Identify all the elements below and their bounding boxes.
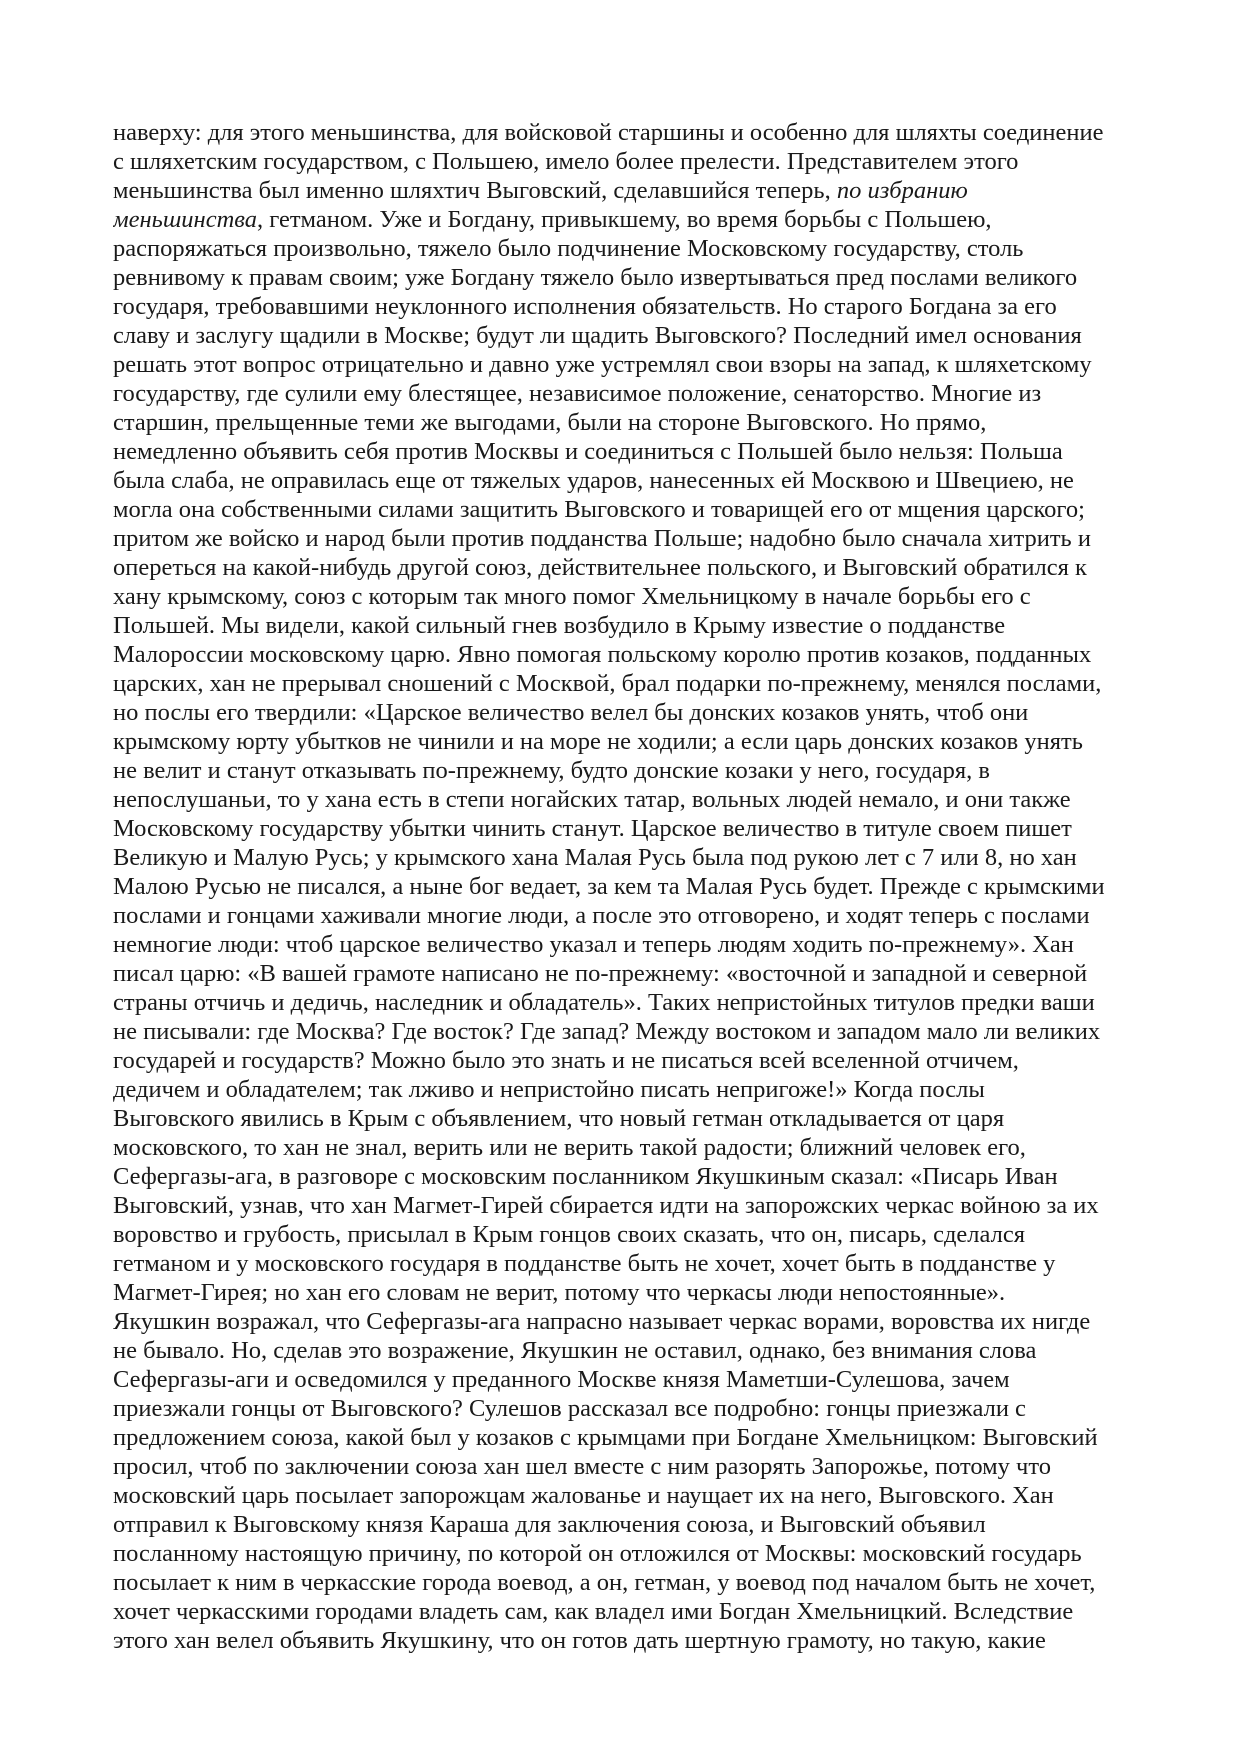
text-line: Московскому государству убытки чинить станут. Царское величество в титуле своем пишет — [113, 815, 1072, 842]
text-line: Выговский, узнав, что хан Магмет-Гирей сбирается идти на запорожских черкас войною за их — [113, 1192, 1099, 1219]
text-line: Великую и Малую Русь; у крымского хана Малая Русь была под рукою лет с 7 или 8, но хан — [113, 844, 1077, 871]
text-line: государя, требовавшими неуклонного исполнения обязательств. Но старого Богдана за его — [113, 293, 1057, 320]
text-line: московский царь посылает запорожцам жалованье и наущает их на него, Выговского. Хан — [113, 1482, 1054, 1509]
text-line: Якушкин возражал, что Сефергазы-ага напрасно называет черкас ворами, воровства их нигде — [113, 1308, 1091, 1335]
text-line: предложением союза, какой был у козаков с крымцами при Богдане Хмельницком: Выговский — [113, 1424, 1098, 1451]
text-line: с шляхетским государством, с Польшею, имело более прелести. Представителем этого — [113, 148, 1019, 175]
text-line: дедичем и обладателем; так лживо и непристойно писать непригоже!» Когда послы — [113, 1076, 985, 1103]
text-line: этого хан велел объявить Якушкину, что он готов дать шертную грамоту, но такую, какие — [113, 1627, 1046, 1654]
text-line: наверху: для этого меньшинства, для войсковой старшины и особенно для шляхты соединение — [113, 119, 1104, 146]
text-line: писал царю: «В вашей грамоте написано не по-прежнему: «восточной и западной и северной — [113, 960, 1088, 987]
text-line: опереться на какой-нибудь другой союз, действительнее польского, и Выговский обратился к — [113, 554, 1087, 581]
text-line: просил, чтоб по заключении союза хан шел вместе с ним разорять Запорожье, потому что — [113, 1453, 1051, 1480]
text-line: крымскому юрту убытков не чинили и на море не ходили; а если царь донских козаков унять — [113, 728, 1083, 755]
text-line: немногие люди: чтоб царское величество указал и теперь людям ходить по-прежнему». Хан — [113, 931, 1074, 958]
text-line: Малороссии московскому царю. Явно помогая польскому королю против козаков, подданных — [113, 641, 1092, 668]
text-line — [113, 205, 1133, 234]
text-line: воровство и грубость, присылал в Крым гонцов своих сказать, что он, писарь, сделался — [113, 1221, 1025, 1248]
text-line: царских, хан не прерывал сношений с Москвой, брал подарки по-прежнему, менялся послами, — [113, 670, 1102, 697]
text-line: государству, где сулили ему блестящее, независимое положение, сенаторство. Многие из — [113, 380, 1042, 407]
text-segment: меньшинства был именно шляхтич Выговский, сделавшийся теперь, — [113, 177, 831, 204]
text-line: московского, то хан не знал, верить или не верить такой радости; ближний человек его, — [113, 1134, 1026, 1161]
text-line: Малою Русью не писался, а ныне бог ведает, за кем та Малая Русь будет. Прежде с крымскими — [113, 873, 1105, 900]
text-line — [113, 176, 1133, 205]
text-line: притом же войско и народ были против подданства Польше; надобно было сначала хитрить и — [113, 525, 1091, 552]
text-line: старшин, прельщенные теми же выгодами, были на стороне Выговского. Но прямо, — [113, 409, 987, 436]
text-line: Сефергазы-ага, в разговоре с московским посланником Якушкиным сказал: «Писарь Иван — [113, 1163, 1058, 1190]
text-line: не велит и станут отказывать по-прежнему, будто донские козаки у него, государя, в — [113, 757, 990, 784]
text-line: была слаба, не оправилась еще от тяжелых ударов, нанесенных ей Москвою и Швециею, не — [113, 467, 1074, 494]
text-line: отправил к Выговскому князя Караша для заключения союза, и Выговский объявил — [113, 1511, 986, 1538]
text-line: славу и заслугу щадили в Москве; будут ли щадить Выговского? Последний имел основания — [113, 322, 1082, 349]
text-line: посылает к ним в черкасские города воевод, а он, гетман, у воевод под началом быть не хочет, — [113, 1569, 1096, 1596]
text-line: могла она собственными силами защитить Выговского и товарищей его от мщения царского; — [113, 496, 1085, 523]
text-line: решать этот вопрос отрицательно и давно уже устремлял свои взоры на запад, к шляхетскому — [113, 351, 1092, 378]
body-text — [113, 118, 1133, 1655]
text-line: Сефергазы-аги и осведомился у преданного Москве князя Маметши-Сулешова, зачем — [113, 1366, 1010, 1393]
text-line: послами и гонцами хаживали многие люди, а после это отговорено, и ходят теперь с послами — [113, 902, 1090, 929]
text-line: Магмет-Гирея; но хан его словам не верит, потому что черкасы люди непостоянные». — [113, 1279, 1006, 1306]
text-line: посланному настоящую причину, по которой он отложился от Москвы: московский государь — [113, 1540, 1082, 1567]
text-line: но послы его твердили: «Царское величество велел бы донских козаков унять, чтоб они — [113, 699, 1029, 726]
text-line: гетманом и у московского государя в подданстве быть не хочет, хочет быть в подданстве у — [113, 1250, 1056, 1277]
text-line: не бывало. Но, сделав это возражение, Якушкин не оставил, однако, без внимания слова — [113, 1337, 1037, 1364]
text-line: хану крымскому, союз с которым так много помог Хмельницкому в начале борьбы его с — [113, 583, 1031, 610]
text-line: хочет черкасскими городами владеть сам, как владел ими Богдан Хмельницкий. Вследствие — [113, 1598, 1074, 1625]
text-line: Польшей. Мы видели, какой сильный гнев возбудило в Крыму известие о подданстве — [113, 612, 1006, 639]
text-segment: , гетманом. Уже и Богдану, привыкшему, во время борьбы с Польшею, — [257, 206, 992, 233]
italic-text: меньшинства — [113, 206, 257, 233]
text-line: приезжали гонцы от Выговского? Сулешов рассказал все подробно: гонцы приезжали с — [113, 1395, 1026, 1422]
text-line: Выговского явились в Крым с объявлением, что новый гетман откладывается от царя — [113, 1105, 1005, 1132]
text-line: распоряжаться произвольно, тяжело было подчинение Московскому государству, столь — [113, 235, 1024, 262]
italic-text: по избранию — [836, 177, 968, 204]
text-line: государей и государств? Можно было это знать и не писаться всей вселенной отчичем, — [113, 1047, 1019, 1074]
text-line: страны отчичь и дедичь, наследник и обладатель». Таких непристойных титулов предки ваши — [113, 989, 1095, 1016]
text-line: непослушаньи, то у хана есть в степи ногайских татар, вольных людей немало, и они также — [113, 786, 1071, 813]
text-line: не писывали: где Москва? Где восток? Где запад? Между востоком и западом мало ли великих — [113, 1018, 1101, 1045]
text-line: ревнивому к правам своим; уже Богдану тяжело было извертываться пред послами великого — [113, 264, 1078, 291]
text-line: немедленно объявить себя против Москвы и соединиться с Польшей было нельзя: Польша — [113, 438, 1063, 465]
